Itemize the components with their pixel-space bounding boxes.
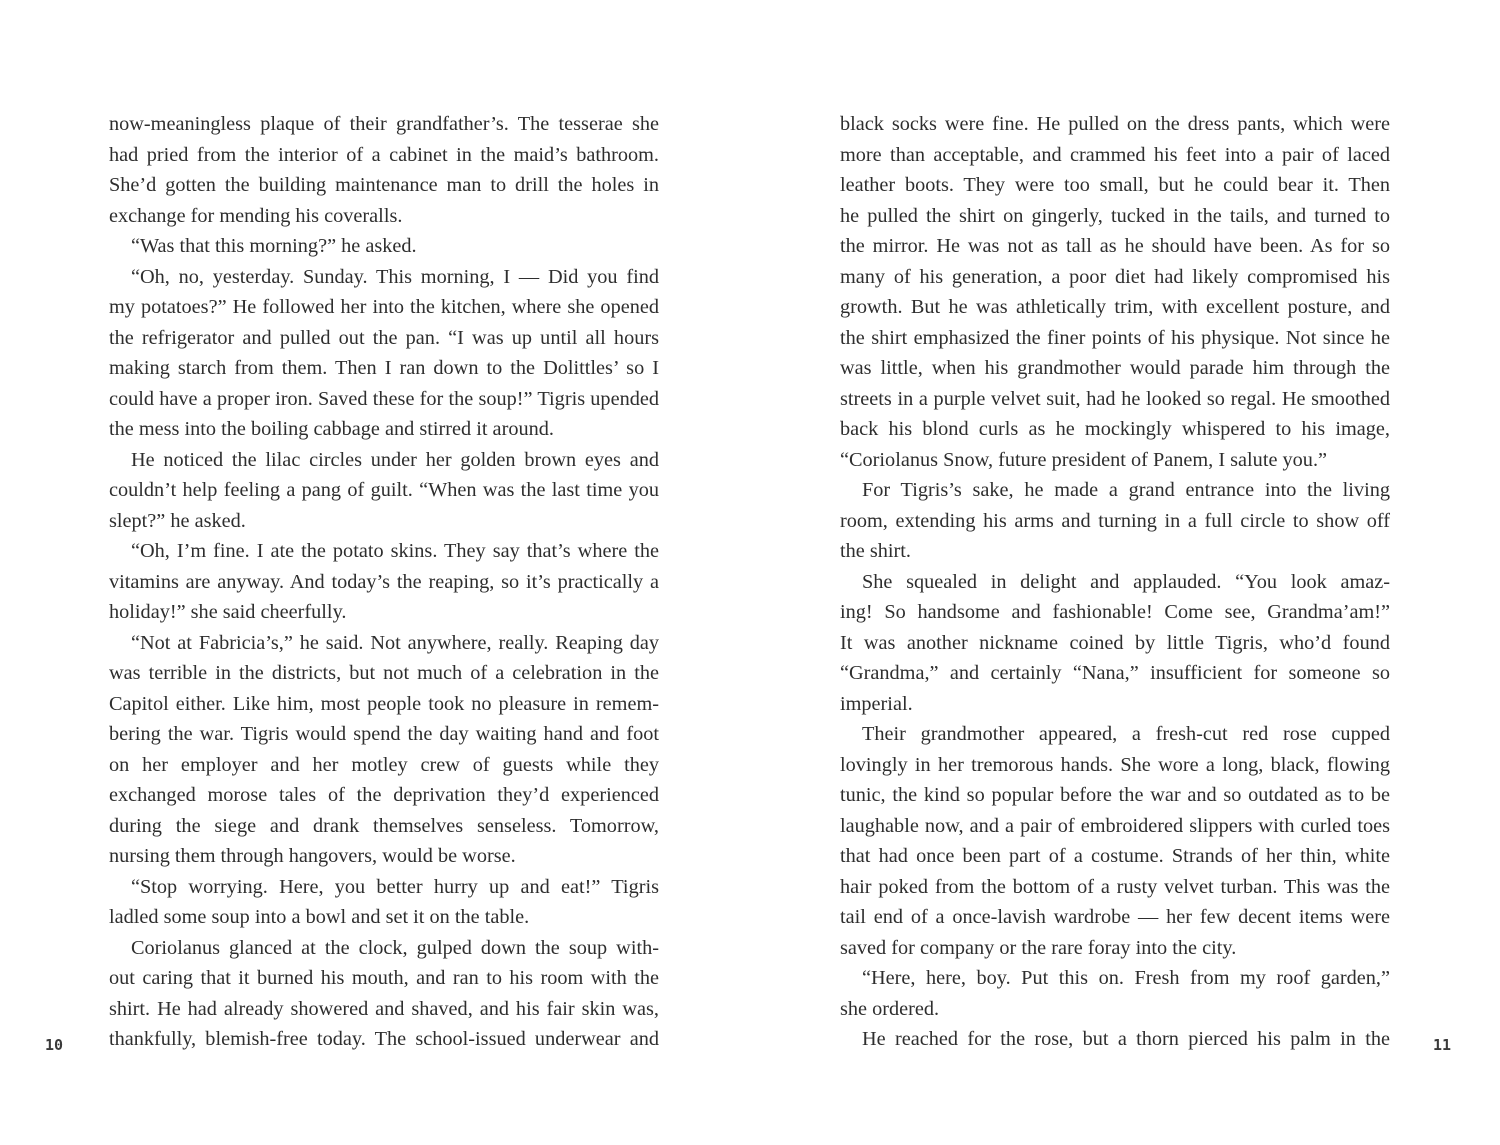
text-line: vitamins are anyway. And today’s the reaping, so it’s practically a [109, 570, 659, 593]
text-line: thankfully, blemish-free today. The school-issued underwear and [109, 1028, 659, 1051]
text-line: She’d gotten the building maintenance man to drill the holes in [109, 174, 659, 197]
text-line: imperial. [840, 692, 913, 715]
text-line: room, extending his arms and turning in a full circle to show off [840, 509, 1390, 532]
text-line: Capitol either. Like him, most people took no pleasure in remem- [109, 692, 659, 715]
text-line: tunic, the kind so popular before the war and so outdated as to be [840, 784, 1390, 807]
text-line: It was another nickname coined by little Tigris, who’d found [840, 631, 1390, 654]
page-number-left: 10 [45, 1036, 64, 1054]
text-line: holiday!” she said cheerfully. [109, 601, 347, 624]
text-line: slept?” he asked. [109, 509, 246, 532]
text-line: had pried from the interior of a cabinet in the maid’s bathroom. [109, 143, 659, 166]
text-line: more than acceptable, and crammed his feet into a pair of laced [840, 143, 1390, 166]
text-line: the shirt. [840, 540, 911, 563]
text-line: “Grandma,” and certainly “Nana,” insufficient for someone so [840, 662, 1390, 685]
text-line: “Not at Fabricia’s,” he said. Not anywhere, really. Reaping day [131, 631, 659, 654]
text-line: the refrigerator and pulled out the pan. “I was up until all hours [109, 326, 659, 349]
text-line: out caring that it burned his mouth, and ran to his room with the [109, 967, 659, 990]
text-line: making starch from them. Then I ran down to the Dolittles’ so I [109, 357, 659, 380]
text-line: growth. But he was athletically trim, with excellent posture, and [840, 296, 1390, 319]
left-page-text [109, 109, 659, 1055]
text-line: on her employer and her motley crew of guests while they [109, 753, 659, 776]
text-line: hair poked from the bottom of a rusty velvet turban. This was the [840, 875, 1390, 898]
text-line: “Was that this morning?” he asked. [131, 235, 417, 258]
text-line: Their grandmother appeared, a fresh-cut red rose cupped [862, 723, 1390, 746]
text-line: he pulled the shirt on gingerly, tucked in the tails, and turned to [840, 204, 1390, 227]
text-line: ing! So handsome and fashionable! Come see, Grandma’am!” [840, 601, 1390, 624]
text-line: streets in a purple velvet suit, had he looked so regal. He smoothed [840, 387, 1390, 410]
text-line: “Oh, I’m fine. I ate the potato skins. They say that’s where the [131, 540, 659, 563]
text-line: lovingly in her tremorous hands. She wore a long, black, flowing [840, 753, 1390, 776]
text-line: ladled some soup into a bowl and set it on the table. [109, 906, 530, 929]
text-line: exchange for mending his coveralls. [109, 204, 403, 227]
text-line: the mess into the boiling cabbage and stirred it around. [109, 418, 554, 441]
text-line: exchanged morose tales of the deprivation they’d experienced [109, 784, 659, 807]
text-line: many of his generation, a poor diet had likely compromised his [840, 265, 1390, 288]
text-line: “Here, here, boy. Put this on. Fresh from my roof garden,” [862, 967, 1390, 990]
text-line: during the siege and drank themselves senseless. Tomorrow, [109, 814, 659, 837]
text-line: was terrible in the districts, but not much of a celebration in the [109, 662, 659, 685]
text-line: back his blond curls as he mockingly whispered to his image, [840, 418, 1390, 441]
text-line: now-meaningless plaque of their grandfather’s. The tesserae she [109, 113, 659, 135]
text-line: the mirror. He was not as tall as he should have been. As for so [840, 235, 1390, 258]
text-line: leather boots. They were too small, but he could bear it. Then [840, 174, 1390, 197]
text-line: was little, when his grandmother would parade him through the [840, 357, 1390, 380]
text-line: “Oh, no, yesterday. Sunday. This morning, I — Did you find [131, 265, 659, 288]
text-line: the shirt emphasized the finer points of his physique. Not since he [840, 326, 1390, 349]
text-line: couldn’t help feeling a pang of guilt. “When was the last time you [109, 479, 659, 502]
text-line: she ordered. [840, 997, 940, 1020]
text-line: my potatoes?” He followed her into the kitchen, where she opened [109, 296, 659, 319]
text-line: saved for company or the rare foray into the city. [840, 936, 1237, 959]
text-line: laughable now, and a pair of embroidered slippers with curled toes [840, 814, 1390, 837]
text-line: black socks were fine. He pulled on the dress pants, which were [840, 113, 1390, 135]
text-line: shirt. He had already showered and shaved, and his fair skin was, [109, 997, 659, 1020]
text-line: “Coriolanus Snow, future president of Panem, I salute you.” [840, 448, 1328, 471]
text-line: could have a proper iron. Saved these for the soup!” Tigris upended [109, 387, 659, 410]
text-line: that had once been part of a costume. Strands of her thin, white [840, 845, 1390, 868]
text-line: tail end of a once-lavish wardrobe — her few decent items were [840, 906, 1390, 929]
text-line: bering the war. Tigris would spend the day waiting hand and foot [109, 723, 659, 746]
text-line: She squealed in delight and applauded. “You look amaz- [862, 570, 1390, 593]
text-line: He reached for the rose, but a thorn pierced his palm in the [862, 1028, 1390, 1051]
text-line: “Stop worrying. Here, you better hurry up and eat!” Tigris [131, 875, 659, 898]
text-line: He noticed the lilac circles under her golden brown eyes and [131, 448, 659, 471]
page-number-right: 11 [1433, 1036, 1452, 1054]
text-line: nursing them through hangovers, would be worse. [109, 845, 516, 868]
text-line: Coriolanus glanced at the clock, gulped down the soup with- [131, 936, 659, 959]
text-line: For Tigris’s sake, he made a grand entrance into the living [862, 479, 1390, 502]
right-page-text [840, 109, 1390, 1055]
